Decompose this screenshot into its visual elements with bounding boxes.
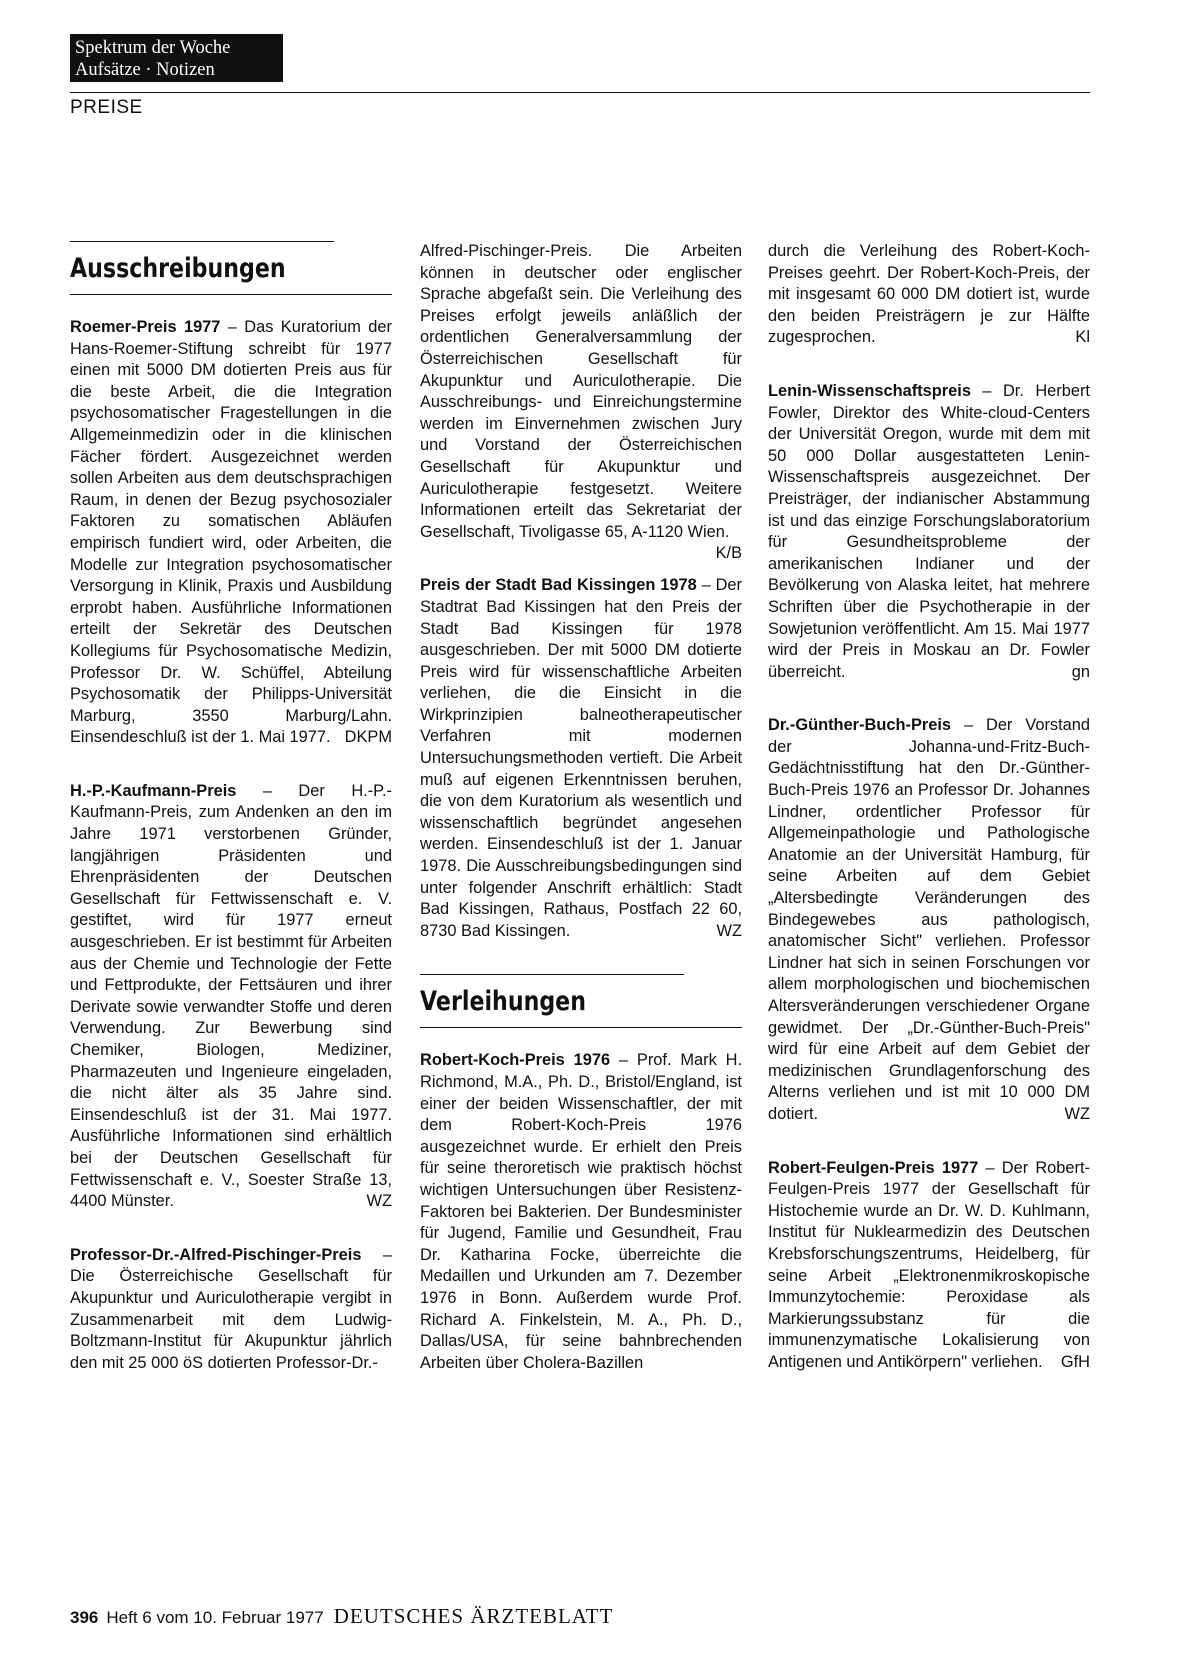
article-koch — [420, 1050, 742, 1374]
section-tag — [70, 34, 283, 82]
article-heading: Dr.-Günther-Buch-Preis — [768, 716, 952, 735]
article-body: – Der Vorstand der Johanna-und-Fritz-Buch-Gedächtnisstiftung hat den Dr.-Günther-Buch-Preis 1976 an Professor Dr. Johannes Lindner, ordentlicher Professor für Allgemeinpathologie und Pathologische Anatomie an der Universität Hamburg, für seine Arbeiten auf dem Gebiet „Altersbedingte Veränderungen des Bindegewebes aus pathologisch, anatomischer Sicht" verliehen. Professor Lindner hat sich in seinen Forschungen vor allem morphologischen und biochemischen Altersveränderungen verschiedener Organe gewidmet. Der „Dr.-Günther-Buch-Preis" wird für eine Arbeit auf dem Gebiet der medizinischen Grundlagenforschung des Alterns verliehen und ist mit 10 000 DM dotiert. — [768, 716, 1090, 1123]
article-body: – Prof. Mark H. Richmond, M.A., Ph. D., Bristol/England, ist einer der beiden Wissenschaftler, der mit dem Robert-Koch-Preis 1976 ausgezeichnet wurde. Er erhielt den Preis für seine theroretisch wie praktisch höchst wichtigen Untersuchungen über Resistenz-Faktoren bei Bakterien. Der Bundesminister für Jugend, Familie und Gesundheit, Frau Dr. Katharina Focke, überreichte die Medaillen und Urkunden am 7. Dezember 1976 in Bonn. Außerdem wurde Prof. Richard A. Finkelstein, M. A., Ph. D., Dallas/USA, für seine bahnbrechenden Arbeiten über Cholera-Bazillen — [420, 1051, 742, 1372]
section-rule — [420, 1027, 742, 1028]
section-heading-verleihungen: Verleihungen — [420, 974, 684, 1019]
article-pischinger-continued — [420, 241, 742, 563]
article-heading: Roemer-Preis 1977 — [70, 318, 221, 336]
article-signature: WZ — [366, 1192, 392, 1211]
article-heading: Robert-Koch-Preis 1976 — [420, 1051, 611, 1070]
article-koch-continued — [768, 241, 1090, 349]
article-feulgen — [768, 1158, 1090, 1374]
section-tag-line2: Aufsätze · Notizen — [75, 60, 215, 80]
article-signature: gn — [1071, 662, 1090, 681]
article-signature: K/B — [715, 544, 742, 563]
article-signature: Kl — [1075, 328, 1090, 347]
article-body: – Das Kuratorium der Hans-Roemer-Stiftung schreibt für 1977 einen mit 5000 DM dotierten Preis aus für die beste Arbeit, die die Integration psychosomatischer Fragestellungen in die Allgemeinmedizin oder in die klinischen Fächer fördert. Ausgezeichnet werden sollen Arbeiten aus dem deutschsprachigen Raum, in denen der Bezug psychosozialer Faktoren zu somatischen Abläufen empirisch fundiert wird, oder Arbeiten, die Modelle zur Integration psychosomatischer Versorgung in Klinik, Praxis und Ausbildung erprobt haben. Ausführliche Informationen erteilt der Sekretär des Deutschen Kollegiums für Psychosomatische Medizin, Professor Dr. W. Schüffel, Abteilung Psychosomatik der Philipps-Universität Marburg, 3550 Marburg/Lahn. Einsendeschluß ist der 1. Mai 1977. — [70, 318, 392, 747]
issue-info: Heft 6 vom 10. Februar 1977 — [106, 1608, 324, 1627]
article-signature: DKPM — [344, 728, 392, 747]
section-verleihungen — [420, 974, 742, 1028]
article-pischinger — [70, 1245, 392, 1375]
article-signature: WZ — [1064, 1104, 1090, 1123]
column-2 — [420, 241, 742, 1374]
article-body: Alfred-Pischinger-Preis. Die Arbeiten können in deutscher oder englischer Sprache abgefaßt sein. Die Verleihung des Preises erfolgt jeweils anläßlich der ordentlichen Generalversammlung der Österreichischen Gesellschaft für Akupunktur und Auriculotherapie. Die Ausschreibungs- und Einreichungstermine werden im Einvernehmen zwischen Jury und Vorstand der Österreichischen Gesellschaft für Akupunktur und Auriculotherapie festgesetzt. Weitere Informationen erteilt das Sekretariat der Gesellschaft, Tivoligasse 65, A-1120 Wien. — [420, 242, 742, 541]
article-lenin — [768, 381, 1090, 683]
article-body: – Der H.-P.-Kaufmann-Preis, zum Andenken an den im Jahre 1971 verstorbenen Gründer, langjährigen Präsidenten und Ehrenpräsidenten der Deutschen Gesellschaft für Fettwissenschaft e. V. gestiftet, wird für 1977 erneut ausgeschrieben. Er ist bestimmt für Arbeiten aus der Chemie und Technologie der Fette und Fettprodukte, der Fettsäuren und ihrer Derivate sowie verwandter Stoffe und deren Verwendung. Zur Bewerbung sind Chemiker, Biologen, Mediziner, Pharmazeuten und Ingenieure eingeladen, die nicht älter als 35 Jahre sind. Einsendeschluß ist der 31. Mai 1977. Ausführliche Informationen sind erhältlich bei der Deutschen Gesellschaft für Fettwissenschaft e. V., Soester Straße 13, 4400 Münster. — [70, 781, 392, 1211]
article-body: – Der Robert-Feulgen-Preis 1977 der Gesellschaft für Histochemie wurde an Dr. W. D. Kuhlmann, Institut für Nuklearmedizin des Deutschen Krebsforschungszentrums, Heidelberg, für seine Arbeit „Elektronenmikroskopische Immunzytochemie: Peroxidase als Markierungssubstanz für die immunenzymatische Lokalisierung von Antigenen und Antikörpern" verliehen. — [768, 1158, 1090, 1371]
column-3 — [768, 241, 1090, 1374]
article-kissingen — [420, 575, 742, 942]
article-buch — [768, 715, 1090, 1125]
column-1 — [70, 241, 392, 1374]
article-roemer — [70, 317, 392, 749]
article-heading: Robert-Feulgen-Preis 1977 — [768, 1158, 979, 1177]
header-rule — [70, 92, 1090, 93]
article-signature: WZ — [716, 921, 742, 940]
section-rule — [70, 294, 392, 295]
article-body: – Der Stadtrat Bad Kissingen hat den Preis der Stadt Bad Kissingen für 1978 ausgeschrieben. Der mit 5000 DM dotierte Preis wird für wissenschaftliche Arbeiten verliehen, die die Einsicht in die Wirkprinzipien balneotherapeutischer Verfahren mit modernen Untersuchungsmethoden vertieft. Die Arbeit muß auf eigenen Erkenntnissen beruhen, die von dem Kuratorium als wesentlich und wissenschaftlich begründet angesehen werden. Einsendeschluß ist der 1. Januar 1978. Die Ausschreibungsbedingungen sind unter folgender Anschrift erhältlich: Stadt Bad Kissingen, Rathaus, Postfach 22 60, 8730 Bad Kissingen. — [420, 576, 742, 940]
article-kaufmann — [70, 781, 392, 1213]
article-heading: H.-P.-Kaufmann-Preis — [70, 781, 237, 800]
page-number: 396 — [70, 1608, 99, 1627]
article-body: durch die Verleihung des Robert-Koch-Preises geehrt. Der Robert-Koch-Preis, der mit insgesamt 60 000 DM dotiert ist, wurde den beiden Preisträgern je zur Hälfte zugesprochen. — [768, 242, 1090, 347]
article-heading: Lenin-Wissenschaftspreis — [768, 381, 971, 400]
article-body: – Dr. Herbert Fowler, Direktor des White-cloud-Centers der Universität Oregon, wurde mit dem mit 50 000 Dollar ausgestatteten Lenin-Wissenschaftspreis ausgezeichnet. Der Preisträger, der indianischer Abstammung ist und das einzige Forschungslaboratorium für Gesundheitsprobleme der amerikanischen Indianer und der Bevölkerung von Alaska leitet, hat mehrere Schriften über die Psychotherapie in der Sowjetunion veröffentlicht. Am 15. Mai 1977 wird der Preis in Moskau an Dr. Fowler überreicht. — [768, 381, 1090, 681]
article-body: – Die Österreichische Gesellschaft für Akupunktur und Auriculotherapie vergibt in Zusammenarbeit mit dem Ludwig-Boltzmann-Institut für Akupunktur jährlich den mit 25 000 öS dotierten Professor-Dr.- — [70, 1245, 392, 1372]
section-heading-ausschreibungen: Ausschreibungen — [70, 241, 334, 286]
article-heading: Preis der Stadt Bad Kissingen 1978 — [420, 576, 697, 595]
article-signature: GfH — [1060, 1352, 1090, 1371]
magazine-name: DEUTSCHES ÄRZTEBLATT — [333, 1604, 614, 1628]
page-footer — [70, 1604, 613, 1629]
article-heading: Professor-Dr.-Alfred-Pischinger-Preis — [70, 1245, 362, 1264]
rubric: PREISE — [70, 97, 143, 118]
section-tag-line1: Spektrum der Woche — [75, 38, 231, 58]
